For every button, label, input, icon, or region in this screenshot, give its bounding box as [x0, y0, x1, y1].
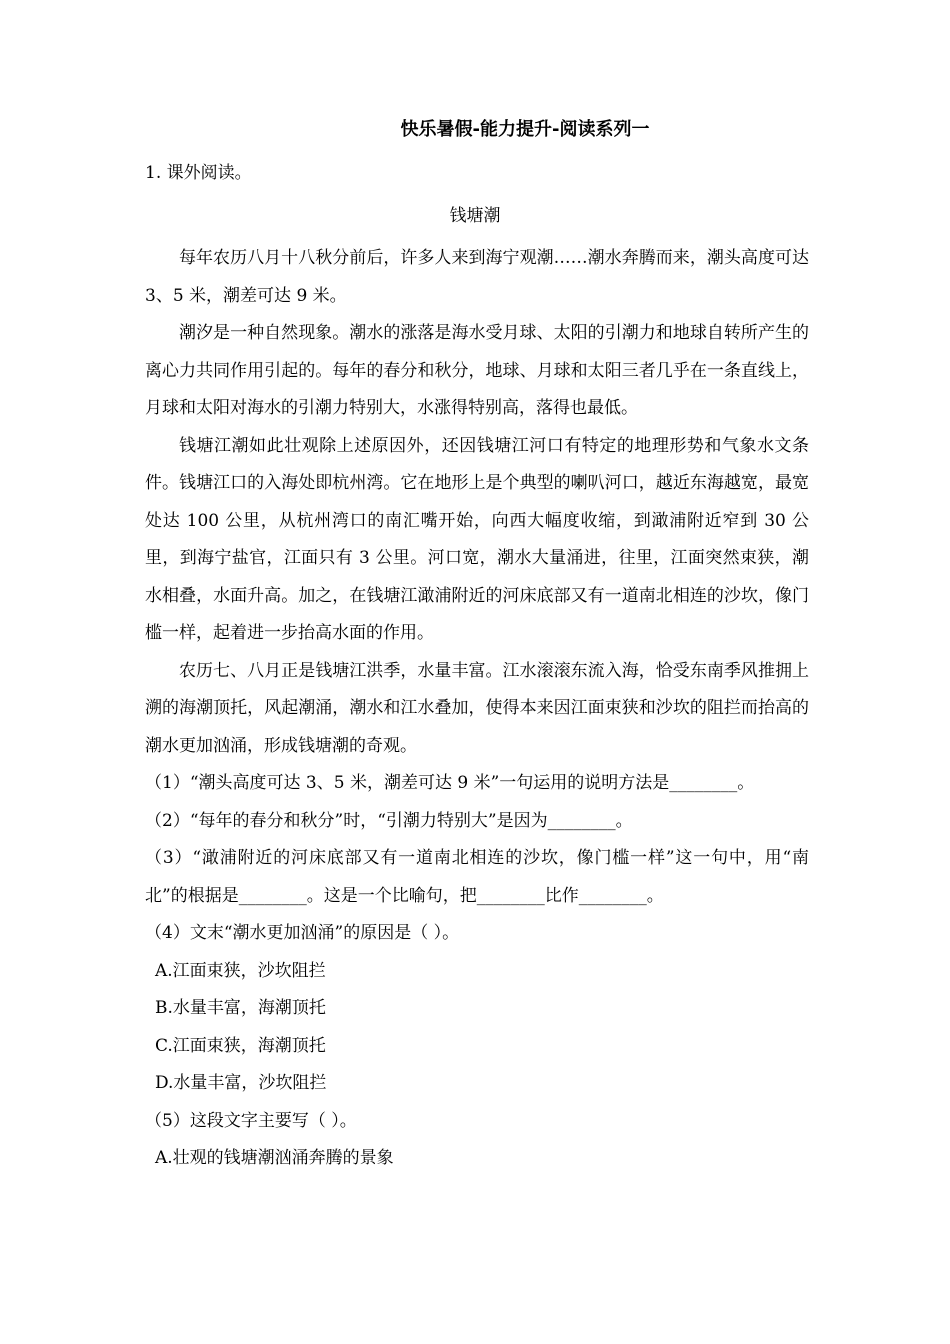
- page-title: 快乐暑假-能力提升-阅读系列一: [400, 119, 650, 140]
- subquestion-5-option-a: A.壮观的钱塘潮汹涌奔腾的景象: [155, 1148, 394, 1168]
- subquestion-4-option-b: B.水量丰富，海潮顶托: [155, 998, 326, 1018]
- subquestion-2: （2）“每年的春分和秋分”时，“引潮力特别大”是因为________。: [145, 810, 633, 831]
- passage-paragraph-2: 潮汐是一种自然现象。潮水的涨落是海水受月球、太阳的引潮力和地球自转所产生的离心力共同作用引起的。每年的春分和秋分，地球、月球和太阳三者几乎在一条直线上，月球和太阳对海水的引潮力特别大，水涨得特别高，落得也最低。: [145, 323, 809, 418]
- subquestion-4-option-a: A.江面束狭，沙坎阻拦: [155, 960, 326, 981]
- question-heading: 1. 课外阅读。: [145, 163, 252, 183]
- passage-title: 钱塘潮: [449, 206, 501, 226]
- document-body: [145, 240, 809, 1178]
- passage-paragraph-4: 农历七、八月正是钱塘江洪季，水量丰富。江水滚滚东流入海，恰受东南季风推拥上溯的海潮顶托，风起潮涌，潮水和江水叠加，使得本来因江面束狭和沙坎的阻拦而抬高的潮水更加汹涌，形成钱塘潮的奇观。: [145, 660, 809, 756]
- subquestion-4-option-c: C.江面束狭，海潮顶托: [155, 1035, 326, 1056]
- subquestion-3: （3）“澉浦附近的河床底部又有一道南北相连的沙坎，像门槛一样”这一句中，用“南北”的根据是________。这是一个比喻句，把________比作________。: [145, 848, 809, 906]
- subquestion-1: （1）“潮头高度可达 3、5 米，潮差可达 9 米”一句运用的说明方法是________。: [145, 773, 755, 793]
- passage-paragraph-1: 每年农历八月十八秋分前后，许多人来到海宁观潮……潮水奔腾而来，潮头高度可达 3、5 米，潮差可达 9 米。: [145, 248, 809, 306]
- subquestion-4: （4）文末“潮水更加汹涌”的原因是（ ）。: [145, 923, 460, 943]
- passage-paragraph-3: 钱塘江潮如此壮观除上述原因外，还因钱塘江河口有特定的地理形势和气象水文条件。钱塘江口的入海处即杭州湾。它在地形上是个典型的喇叭河口，越近东海越宽，最宽处达 100 公里，从杭州湾口的南汇嘴开始，向西大幅度收缩，到澉浦附近窄到 30 公里，到海宁盐官，江面只有 3 公里。河口宽，潮水大量涌进，往里，江面突然束狭，潮水相叠，水面升高。加之，在钱塘江澉浦附近的河床底部又有一道南北相连的沙坎，像门槛一样，起着进一步抬高水面的作用。: [145, 435, 809, 643]
- subquestion-4-option-d: D.水量丰富，沙坎阻拦: [155, 1073, 327, 1093]
- subquestion-5: （5）这段文字主要写（ ）。: [145, 1110, 357, 1131]
